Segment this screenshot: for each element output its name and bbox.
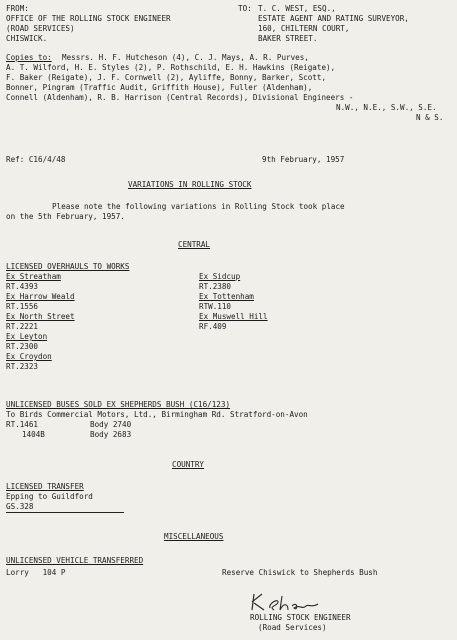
central-heading: CENTRAL <box>178 240 211 249</box>
country-subheading: LICENSED TRANSFER <box>6 482 84 491</box>
misc-note: Reserve Chiswick to Shepherds Bush <box>222 568 378 577</box>
central-left-from-2: Ex Harrow Weald <box>6 292 75 301</box>
central-left-vehicle-1: RT.4393 <box>6 282 39 291</box>
misc-subheading: UNLICENSED VEHICLE TRANSFERRED <box>6 556 144 565</box>
sold-heading: UNLICENSED BUSES SOLD EX SHEPHERDS BUSH (C16/123) <box>6 400 231 409</box>
signature-scrawl <box>248 590 328 614</box>
reference: Ref: C16/4/48 <box>6 155 66 164</box>
central-subheading: LICENSED OVERHAULS TO WORKS <box>6 262 130 271</box>
country-heading: COUNTRY <box>172 460 205 469</box>
copies-line-2: A. T. Wilford, H. E. Styles (2), P. Rothschild, E. H. Hawkins (Reigate), <box>6 63 336 72</box>
to-line-3: 160, CHILTERN COURT, <box>258 24 350 33</box>
sold-body-1: Body 2740 <box>90 420 132 429</box>
copies-line-5: Connell (Aldenham), R. B. Harrison (Central Records), Divisional Engineers - <box>6 93 354 102</box>
copies-line-6: N.W., N.E., S.W., S.E. <box>336 103 437 112</box>
to-line-4: BAKER STREET. <box>258 34 318 43</box>
central-left-from-3: Ex North Street <box>6 312 75 321</box>
central-right-from-2: Ex Tottenham <box>199 292 254 301</box>
country-vehicle: GS.328 <box>6 502 34 511</box>
memo-date: 9th February, 1957 <box>262 155 345 164</box>
central-right-vehicle-3: RF.409 <box>199 322 227 331</box>
copies-label: Copies to: <box>6 53 52 62</box>
central-right-vehicle-1: RT.2380 <box>199 282 232 291</box>
signature-dept: (Road Services) <box>258 623 327 632</box>
central-right-from-3: Ex Muswell Hill <box>199 312 268 321</box>
central-right-vehicle-2: RTW.110 <box>199 302 232 311</box>
misc-heading: MISCELLANEOUS <box>164 532 224 541</box>
from-line-1: OFFICE OF THE ROLLING STOCK ENGINEER <box>6 14 171 23</box>
from-line-2: (ROAD SERVICES) <box>6 24 75 33</box>
copies-line-4: Bonner, Pingram (Traffic Audit, Griffith House), Fuller (Aldenham), <box>6 83 313 92</box>
sold-vehicle-1: RT.1461 <box>6 420 39 429</box>
to-label: TO: <box>238 4 252 13</box>
central-left-vehicle-3: RT.2221 <box>6 322 39 331</box>
central-left-vehicle-5: RT.2323 <box>6 362 39 371</box>
copies-line-7: N & S. <box>416 113 444 122</box>
signature-title: ROLLING STOCK ENGINEER <box>250 613 351 622</box>
to-line-1: T. C. WEST, ESQ., <box>258 4 336 13</box>
from-line-3: CHISWICK. <box>6 34 48 43</box>
to-line-2: ESTATE AGENT AND RATING SURVEYOR, <box>258 14 409 23</box>
sold-buyer: To Birds Commercial Motors, Ltd., Birmingham Rd. Stratford-on-Avon <box>6 410 308 419</box>
central-left-from-5: Ex Croydon <box>6 352 52 361</box>
from-label: FROM: <box>6 4 29 13</box>
memo-title: VARIATIONS IN ROLLING STOCK <box>128 180 252 189</box>
central-left-from-4: Ex Leyton <box>6 332 48 341</box>
copies-line-3: F. Baker (Reigate), J. F. Cornwell (2), Ayliffe, Bonny, Barker, Scott, <box>6 73 327 82</box>
misc-vehicle: Lorry 104 P <box>6 568 66 577</box>
copies-line-1: Messrs. H. F. Hutcheson (4), C. J. Mays, A. R. Purves, <box>62 53 309 62</box>
central-right-from-1: Ex Sidcup <box>199 272 241 281</box>
sold-vehicle-2: 1404B <box>22 430 45 439</box>
country-underline <box>6 512 124 513</box>
central-left-vehicle-2: RT.1556 <box>6 302 39 311</box>
intro-line-2: on the 5th February, 1957. <box>6 212 125 221</box>
central-left-vehicle-4: RT.2300 <box>6 342 39 351</box>
country-route: Epping to Guildford <box>6 492 93 501</box>
central-left-from-1: Ex Streatham <box>6 272 61 281</box>
sold-body-2: Body 2683 <box>90 430 132 439</box>
intro-line-1: Please note the following variations in Rolling Stock took place <box>52 202 345 211</box>
